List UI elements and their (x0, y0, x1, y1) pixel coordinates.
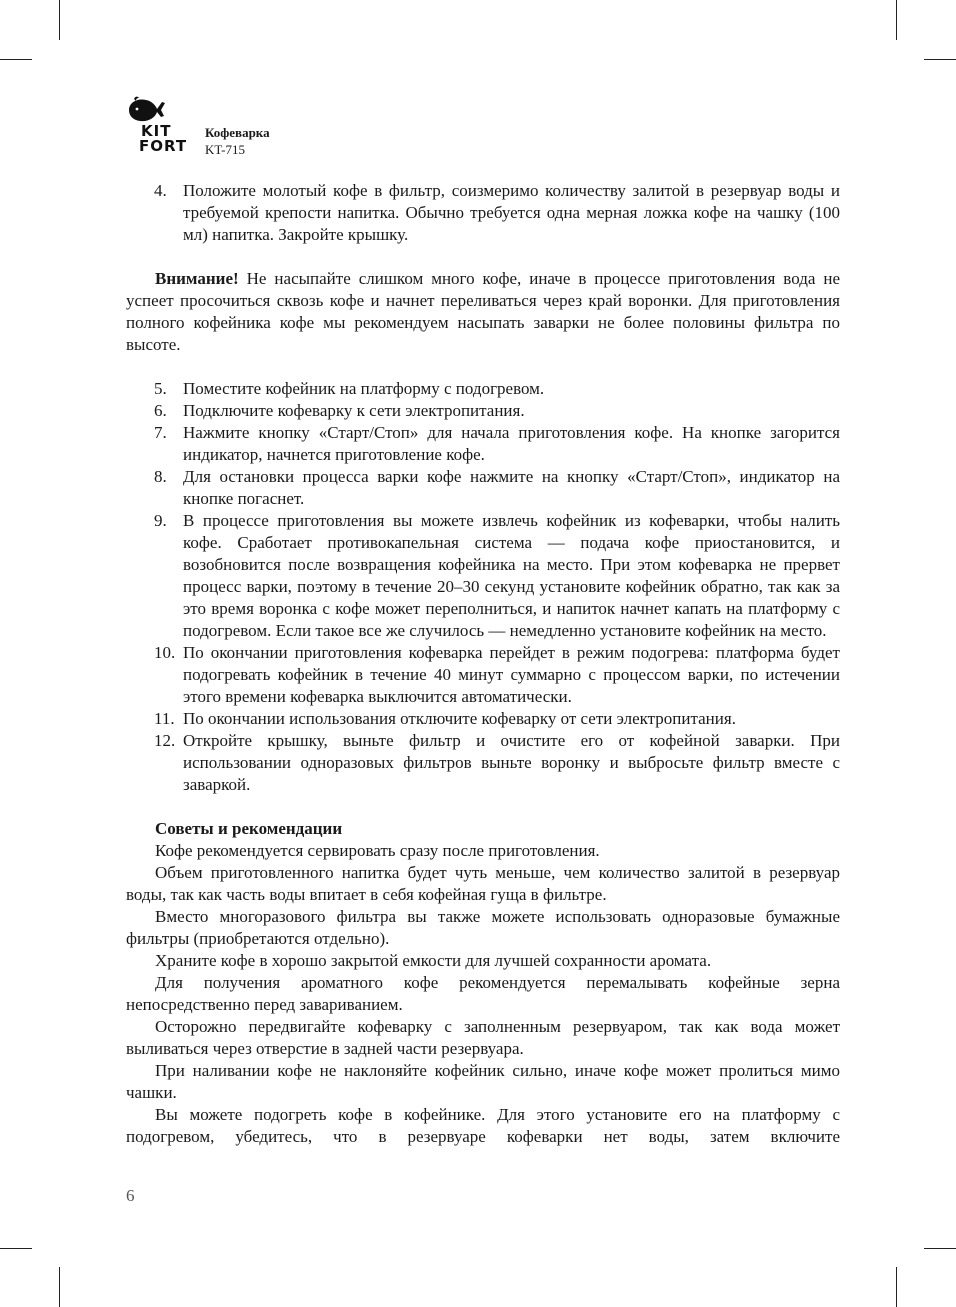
step-text: Для остановки процесса варки кофе нажмите на кнопку «Старт/Стоп», индикатор на кнопке погаснет. (183, 467, 840, 508)
step-number: 7. (154, 423, 167, 442)
product-title: Кофеварка (205, 125, 270, 140)
crop-mark (896, 1267, 897, 1307)
crop-mark (59, 0, 60, 40)
crop-mark (0, 59, 32, 60)
brand-logo (124, 96, 194, 160)
tip-paragraph: При наливании кофе не наклоняйте кофейник сильно, иначе кофе может пролиться мимо чашки. (126, 1061, 840, 1102)
step-text: Поместите кофейник на платформу с подогревом. (183, 379, 545, 398)
step-text: По окончании приготовления кофеварка перейдет в режим подогрева: платформа будет подогревать кофейник в течение 40 минут суммарно с процессом варки, по истечении этого времени кофеварка выключится автоматически. (183, 643, 840, 706)
whale-icon (126, 96, 166, 124)
steps-list (126, 378, 840, 796)
step-number: 11. (154, 709, 175, 728)
product-model: KT-715 (205, 142, 245, 157)
list-item (126, 422, 840, 466)
step-number: 9. (154, 511, 167, 530)
tip-paragraph: Храните кофе в хорошо закрытой емкости для лучшей сохранности аромата. (155, 951, 712, 970)
step-number: 8. (154, 467, 167, 486)
crop-mark (59, 1267, 60, 1307)
tip-paragraph: Объем приготовленного напитка будет чуть меньше, чем количество залитой в резервуар воды, так как часть воды впитает в себя кофейная гуща в фильтре. (126, 863, 840, 904)
step-text: Подключите кофеварку к сети электропитания. (183, 401, 525, 420)
step-text: Положите молотый кофе в фильтр, соизмеримо количеству залитой в резервуар воды и требуемой крепости напитка. Обычно требуется одна мерная ложка кофе на чашку (100 мл) напитка. Закройте крышку. (183, 181, 840, 244)
tip-paragraph: Вы можете подогреть кофе в кофейнике. Для этого установите его на платформу с подогревом, убедитесь, что в резервуаре кофеварки нет воды, затем включите (126, 1105, 840, 1146)
page-number: 6 (126, 1186, 135, 1205)
list-item (126, 466, 840, 510)
list-item (126, 378, 840, 400)
warning-paragraph (126, 268, 840, 356)
list-item (126, 642, 840, 708)
list-item (126, 400, 840, 422)
crop-mark (924, 1248, 956, 1249)
warning-text: Не насыпайте слишком много кофе, иначе в процессе приготовления вода не успеет просочиться сквозь кофе и начнет переливаться через край воронки. Для приготовления полного кофейника кофе мы рекомендуем насыпать заварки не более половины фильтра по высоте. (126, 269, 840, 354)
brand-fort: FORT (139, 137, 188, 155)
warning-label: Внимание! (155, 269, 239, 288)
steps-list-top (126, 180, 840, 246)
page-content (126, 180, 840, 1148)
step-text: Откройте крышку, выньте фильтр и очистите его от кофейной заварки. При использовании одноразовых фильтров выньте воронку и выбросьте фильтр вместе с заваркой. (183, 731, 840, 794)
crop-mark (0, 1248, 32, 1249)
step-text: В процессе приготовления вы можете извлечь кофейник из кофеварки, чтобы налить кофе. Сработает противокапельная система — подача кофе приостановится, и возобновится после возвращения кофейника на место. При этом кофеварка не прервет процесс варки, поэтому в течение 20–30 секунд установите кофейник обратно, так как за это время воронка с кофе может переполниться, и напиток начнет капать на платформу с подогревом. Если такое все же случилось — немедленно установите кофейник на место. (183, 511, 840, 640)
step-number: 4. (154, 181, 167, 200)
step-number: 5. (154, 379, 167, 398)
step-number: 12. (154, 731, 176, 750)
list-item (126, 180, 840, 246)
step-text: Нажмите кнопку «Старт/Стоп» для начала приготовления кофе. На кнопке загорится индикатор, начнется приготовление кофе. (183, 423, 840, 464)
crop-mark (924, 59, 956, 60)
tip-paragraph: Для получения ароматного кофе рекомендуется перемалывать кофейные зерна непосредственно перед завариванием. (126, 973, 840, 1014)
list-item (126, 510, 840, 642)
tips-heading: Советы и рекомендации (155, 819, 343, 838)
step-number: 10. (154, 643, 176, 662)
crop-mark (896, 0, 897, 40)
step-number: 6. (154, 401, 167, 420)
brand-kit: KIT (141, 122, 172, 140)
tip-paragraph: Кофе рекомендуется сервировать сразу после приготовления. (155, 841, 600, 860)
list-item (126, 708, 840, 730)
tip-paragraph: Осторожно передвигайте кофеварку с заполненным резервуаром, так как вода может выливаться через отверстие в задней части резервуара. (126, 1017, 840, 1058)
list-item (126, 730, 840, 796)
tip-paragraph: Вместо многоразового фильтра вы также можете использовать одноразовые бумажные фильтры (приобретаются отдельно). (126, 907, 840, 948)
step-text: По окончании использования отключите кофеварку от сети электропитания. (183, 709, 736, 728)
